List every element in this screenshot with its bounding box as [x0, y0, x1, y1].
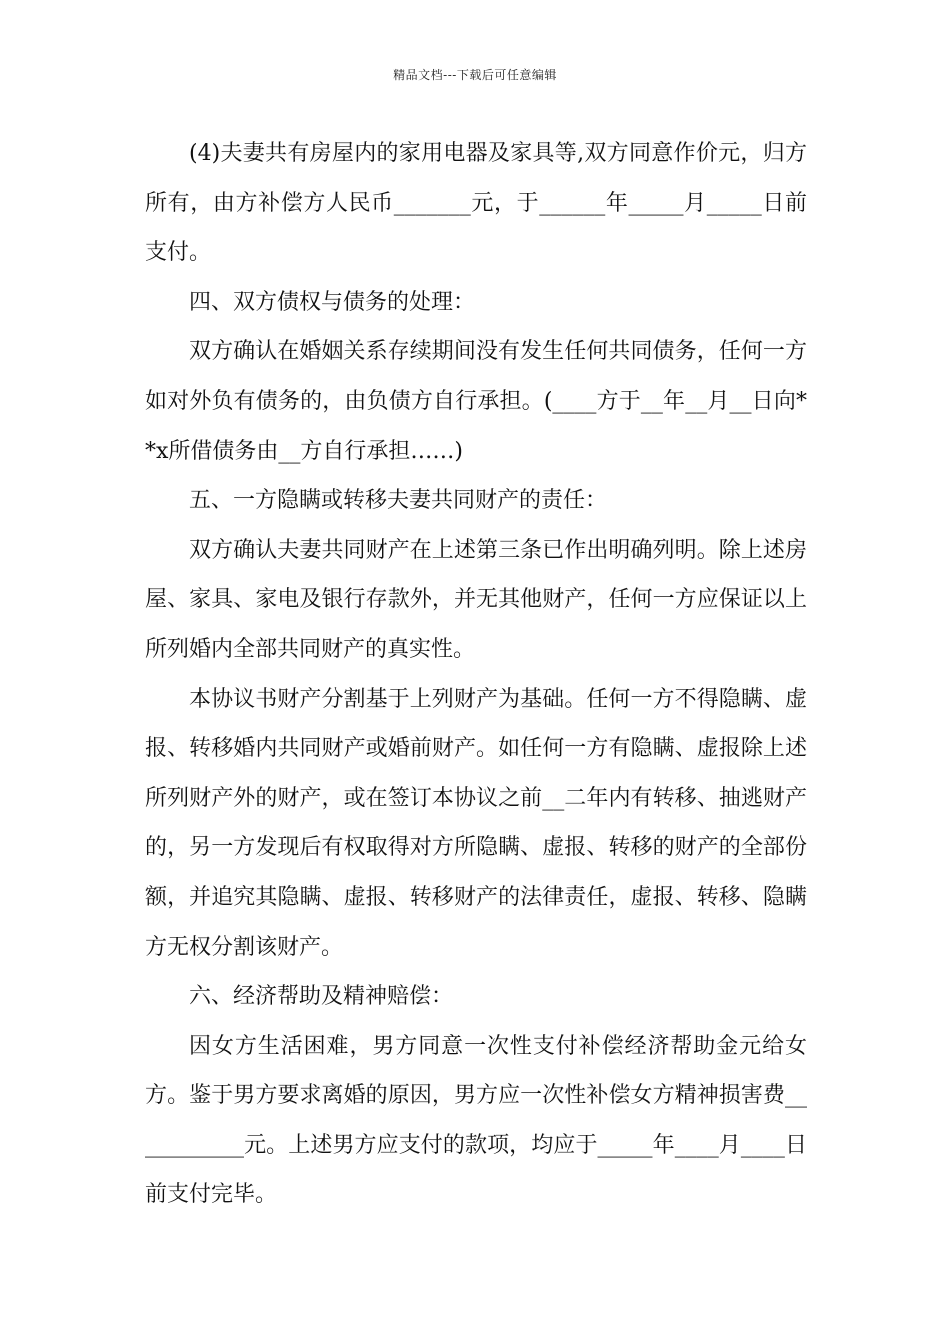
heading-section-5: 五、一方隐瞒或转移夫妻共同财产的责任：	[189, 488, 608, 514]
paragraph-property-confirmation: 双方确认夫妻共同财产在上述第三条已作出明确列明。除上述房屋、家具、家电及银行存款外，并无其他财产，任何一方应保证以上所列婚内全部共同财产的真实性。	[145, 537, 807, 662]
heading-section-6: 六、经济帮助及精神赔偿：	[189, 984, 454, 1010]
page-header: 精品文档---下载后可任意编辑	[393, 68, 557, 82]
paragraph-appliances: (4)夫妻共有房屋内的家用电器及家具等,双方同意作价元，归方所有，由方补偿方人民币_______元，于______年_____月_____日前支付。	[145, 141, 807, 266]
paragraph-concealment-liability: 本协议书财产分割基于上列财产为基础。任何一方不得隐瞒、虚报、转移婚内共同财产或婚前财产。如任何一方有隐瞒、虚报除上述所列财产外的财产，或在签订本协议之前__二年内有转移、抽逃财产的，另一方发现后有权取得对方所隐瞒、虚报、转移的财产的全部份额，并追究其隐瞒、虚报、转移财产的法律责任，虚报、转移、隐瞒方无权分割该财产。	[145, 686, 807, 960]
heading-section-4: 四、双方债权与债务的处理：	[189, 289, 476, 315]
paragraph-debts: 双方确认在婚姻关系存续期间没有发生任何共同债务，任何一方如对外负有债务的，由负债方自行承担。(____方于__年__月__日向**x所借债务由__方自行承担……)	[145, 339, 807, 464]
document-body	[145, 129, 807, 1220]
paragraph-compensation: 因女方生活困难，男方同意一次性支付补偿经济帮助金元给女方。鉴于男方要求离婚的原因，男方应一次性补偿女方精神损害费___________元。上述男方应支付的款项，均应于_____年____月____日前支付完毕。	[145, 1033, 807, 1208]
